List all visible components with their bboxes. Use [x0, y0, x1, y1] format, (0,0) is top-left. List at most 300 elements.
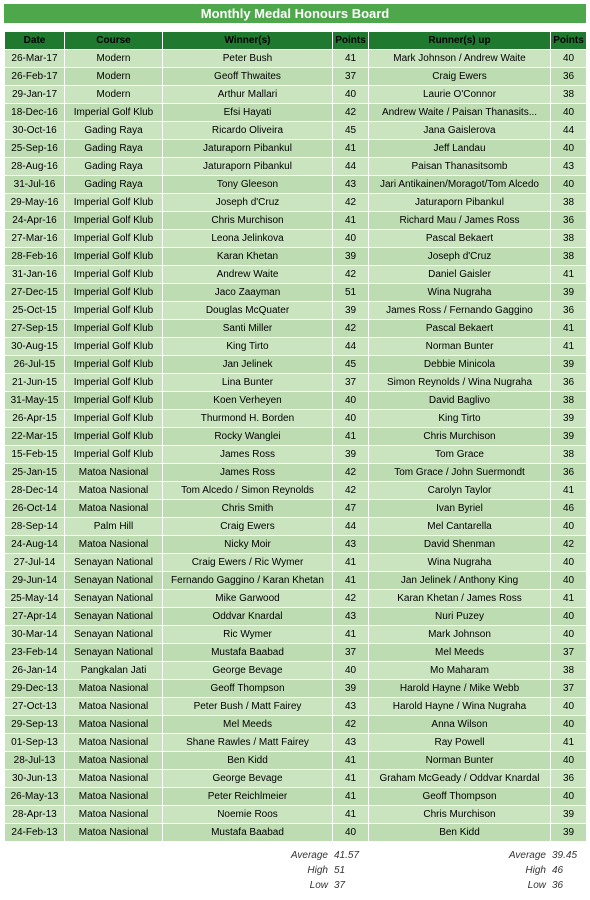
date-cell: 26-Jan-14 — [5, 662, 65, 680]
winner-points-cell: 40 — [333, 230, 369, 248]
course-cell: Matoa Nasional — [65, 698, 163, 716]
course-cell: Modern — [65, 50, 163, 68]
runner-up-points-cell: 40 — [551, 518, 587, 536]
runner-up-cell: Jan Jelinek / Anthony King — [369, 572, 551, 590]
winner-points-cell: 42 — [333, 104, 369, 122]
runner-up-points-cell: 36 — [551, 68, 587, 86]
table-row — [5, 626, 587, 644]
winner-points-cell: 40 — [333, 824, 369, 842]
date-cell: 15-Feb-15 — [5, 446, 65, 464]
winner-summary-value: 51 — [334, 865, 346, 876]
runner-up-points-cell: 41 — [551, 590, 587, 608]
date-cell: 30-Aug-15 — [5, 338, 65, 356]
course-cell: Imperial Golf Klub — [65, 446, 163, 464]
runner-summary-row — [488, 848, 590, 863]
winner-cell: Fernando Gaggino / Karan Khetan — [163, 572, 333, 590]
date-cell: 24-Aug-14 — [5, 536, 65, 554]
date-cell: 27-Apr-14 — [5, 608, 65, 626]
date-cell: 24-Feb-13 — [5, 824, 65, 842]
winner-cell: Peter Bush / Matt Fairey — [163, 698, 333, 716]
winner-cell: George Bevage — [163, 770, 333, 788]
winner-cell: George Bevage — [163, 662, 333, 680]
winner-points-cell: 39 — [333, 446, 369, 464]
runner-up-points-cell: 39 — [551, 428, 587, 446]
table-row — [5, 482, 587, 500]
date-cell: 29-May-16 — [5, 194, 65, 212]
winner-cell: Ricardo Oliveira — [163, 122, 333, 140]
runner-up-cell: Paisan Thanasitsomb — [369, 158, 551, 176]
table-row — [5, 572, 587, 590]
table-row — [5, 374, 587, 392]
winner-points-cell: 41 — [333, 428, 369, 446]
winner-points-cell: 44 — [333, 158, 369, 176]
runner-up-cell: Jari Antikainen/Moragot/Tom Alcedo — [369, 176, 551, 194]
table-row — [5, 194, 587, 212]
runner-up-points-cell: 40 — [551, 716, 587, 734]
runner-up-cell: King Tirto — [369, 410, 551, 428]
course-cell: Senayan National — [65, 644, 163, 662]
winner-cell: Jan Jelinek — [163, 356, 333, 374]
date-cell: 31-Jan-16 — [5, 266, 65, 284]
course-cell: Matoa Nasional — [65, 680, 163, 698]
course-cell: Matoa Nasional — [65, 734, 163, 752]
winner-cell: Koen Verheyen — [163, 392, 333, 410]
course-cell: Modern — [65, 86, 163, 104]
date-cell: 28-Feb-16 — [5, 248, 65, 266]
table-row — [5, 356, 587, 374]
date-cell: 27-Jul-14 — [5, 554, 65, 572]
winner-points-summary — [270, 848, 374, 893]
course-cell: Imperial Golf Klub — [65, 212, 163, 230]
winner-cell: Geoff Thwaites — [163, 68, 333, 86]
date-cell: 27-Oct-13 — [5, 698, 65, 716]
winner-points-cell: 42 — [333, 320, 369, 338]
runner-up-points-cell: 42 — [551, 536, 587, 554]
winner-cell: Joseph d'Cruz — [163, 194, 333, 212]
winner-cell: Tony Gleeson — [163, 176, 333, 194]
runner-up-cell: James Ross / Fernando Gaggino — [369, 302, 551, 320]
header-date: Date — [5, 32, 65, 50]
winner-points-cell: 41 — [333, 554, 369, 572]
winner-cell: James Ross — [163, 464, 333, 482]
date-cell: 27-Dec-15 — [5, 284, 65, 302]
winner-summary-label: Average — [290, 850, 328, 861]
header-winners: Winner(s) — [163, 32, 333, 50]
runner-up-cell: Geoff Thompson — [369, 788, 551, 806]
table-row — [5, 788, 587, 806]
runner-summary-value: 39.45 — [552, 850, 578, 861]
runner-up-points-cell: 41 — [551, 320, 587, 338]
table-row — [5, 104, 587, 122]
winner-points-cell: 51 — [333, 284, 369, 302]
runner-up-cell: Chris Murchison — [369, 428, 551, 446]
runner-up-cell: Tom Grace / John Suermondt — [369, 464, 551, 482]
winner-points-cell: 44 — [333, 518, 369, 536]
runner-summary-label: Average — [508, 850, 546, 861]
date-cell: 30-Jun-13 — [5, 770, 65, 788]
runner-up-points-cell: 38 — [551, 248, 587, 266]
runner-up-cell: Jeff Landau — [369, 140, 551, 158]
table-row — [5, 302, 587, 320]
table-row — [5, 518, 587, 536]
winner-points-cell: 42 — [333, 590, 369, 608]
runner-up-cell: Pascal Bekaert — [369, 230, 551, 248]
winner-points-cell: 40 — [333, 392, 369, 410]
table-body — [5, 50, 587, 842]
runner-up-points-cell: 36 — [551, 374, 587, 392]
course-cell: Matoa Nasional — [65, 824, 163, 842]
course-cell: Senayan National — [65, 554, 163, 572]
runner-up-cell: Graham McGeady / Oddvar Knardal — [369, 770, 551, 788]
course-cell: Imperial Golf Klub — [65, 194, 163, 212]
table-row — [5, 698, 587, 716]
runner-up-cell: Norman Bunter — [369, 338, 551, 356]
winner-cell: Shane Rawles / Matt Fairey — [163, 734, 333, 752]
runner-up-cell: Anna Wilson — [369, 716, 551, 734]
table-header — [5, 32, 587, 50]
course-cell: Imperial Golf Klub — [65, 410, 163, 428]
course-cell: Matoa Nasional — [65, 752, 163, 770]
table-row — [5, 554, 587, 572]
date-cell: 26-Mar-17 — [5, 50, 65, 68]
runner-up-cell: Mo Maharam — [369, 662, 551, 680]
table-row — [5, 806, 587, 824]
runner-up-cell: David Shenman — [369, 536, 551, 554]
table-row — [5, 176, 587, 194]
winner-points-cell: 42 — [333, 464, 369, 482]
table-row — [5, 158, 587, 176]
winner-points-cell: 40 — [333, 410, 369, 428]
board-title: Monthly Medal Honours Board — [4, 4, 586, 23]
winner-points-cell: 45 — [333, 122, 369, 140]
runner-up-cell: Pascal Bekaert — [369, 320, 551, 338]
date-cell: 26-Feb-17 — [5, 68, 65, 86]
runner-summary-row — [488, 878, 590, 893]
runner-up-points-cell: 36 — [551, 302, 587, 320]
date-cell: 26-May-13 — [5, 788, 65, 806]
course-cell: Senayan National — [65, 608, 163, 626]
runner-up-points-cell: 41 — [551, 338, 587, 356]
date-cell: 28-Apr-13 — [5, 806, 65, 824]
course-cell: Modern — [65, 68, 163, 86]
runner-up-points-cell: 36 — [551, 464, 587, 482]
runner-up-cell: Chris Murchison — [369, 806, 551, 824]
winner-cell: Ric Wymer — [163, 626, 333, 644]
course-cell: Matoa Nasional — [65, 482, 163, 500]
runner-up-points-cell: 41 — [551, 266, 587, 284]
course-cell: Matoa Nasional — [65, 716, 163, 734]
winner-summary-row — [270, 848, 374, 863]
course-cell: Palm Hill — [65, 518, 163, 536]
table-row — [5, 122, 587, 140]
date-cell: 25-Jan-15 — [5, 464, 65, 482]
honours-table — [4, 31, 587, 842]
table-row — [5, 140, 587, 158]
date-cell: 26-Jul-15 — [5, 356, 65, 374]
winner-cell: Jaturaporn Pibankul — [163, 140, 333, 158]
winner-points-cell: 42 — [333, 482, 369, 500]
runner-up-cell: Mel Meeds — [369, 644, 551, 662]
course-cell: Senayan National — [65, 626, 163, 644]
winner-points-cell: 41 — [333, 770, 369, 788]
winner-points-cell: 39 — [333, 680, 369, 698]
winner-cell: Noemie Roos — [163, 806, 333, 824]
course-cell: Imperial Golf Klub — [65, 104, 163, 122]
table-row — [5, 608, 587, 626]
course-cell: Matoa Nasional — [65, 788, 163, 806]
winner-cell: Jaco Zaayman — [163, 284, 333, 302]
winner-cell: Douglas McQuater — [163, 302, 333, 320]
winner-points-cell: 39 — [333, 248, 369, 266]
date-cell: 30-Oct-16 — [5, 122, 65, 140]
winner-points-cell: 43 — [333, 734, 369, 752]
runner-up-cell: Mark Johnson — [369, 626, 551, 644]
winner-points-cell: 37 — [333, 644, 369, 662]
date-cell: 22-Mar-15 — [5, 428, 65, 446]
runner-up-cell: Nuri Puzey — [369, 608, 551, 626]
course-cell: Senayan National — [65, 572, 163, 590]
winner-cell: James Ross — [163, 446, 333, 464]
table-row — [5, 68, 587, 86]
runner-up-points-cell: 44 — [551, 122, 587, 140]
runner-up-points-cell: 38 — [551, 392, 587, 410]
date-cell: 23-Feb-14 — [5, 644, 65, 662]
runner-up-cell: Debbie Minicola — [369, 356, 551, 374]
date-cell: 25-Sep-16 — [5, 140, 65, 158]
date-cell: 29-Jan-17 — [5, 86, 65, 104]
winner-points-cell: 41 — [333, 752, 369, 770]
runner-up-cell: Ivan Byriel — [369, 500, 551, 518]
date-cell: 28-Jul-13 — [5, 752, 65, 770]
table-row — [5, 392, 587, 410]
runner-up-cell: Laurie O'Connor — [369, 86, 551, 104]
winner-points-cell: 41 — [333, 50, 369, 68]
runner-up-cell: Simon Reynolds / Wina Nugraha — [369, 374, 551, 392]
winner-cell: Mike Garwood — [163, 590, 333, 608]
course-cell: Imperial Golf Klub — [65, 284, 163, 302]
winner-cell: Arthur Mallari — [163, 86, 333, 104]
runner-up-points-cell: 36 — [551, 212, 587, 230]
runner-summary-value: 46 — [552, 865, 564, 876]
runner-up-cell: Tom Grace — [369, 446, 551, 464]
course-cell: Imperial Golf Klub — [65, 320, 163, 338]
runner-points-summary — [488, 848, 590, 893]
table-row — [5, 500, 587, 518]
runner-summary-value: 36 — [552, 880, 564, 891]
runner-up-points-cell: 38 — [551, 194, 587, 212]
winner-cell: Mustafa Baabad — [163, 644, 333, 662]
runner-up-points-cell: 40 — [551, 572, 587, 590]
runner-up-cell: Jaturaporn Pibankul — [369, 194, 551, 212]
course-cell: Imperial Golf Klub — [65, 338, 163, 356]
table-row — [5, 464, 587, 482]
winner-cell: Leona Jelinkova — [163, 230, 333, 248]
winner-summary-row — [270, 878, 374, 893]
date-cell: 01-Sep-13 — [5, 734, 65, 752]
winner-summary-label: High — [307, 865, 328, 876]
runner-up-cell: Carolyn Taylor — [369, 482, 551, 500]
course-cell: Imperial Golf Klub — [65, 230, 163, 248]
runner-up-points-cell: 40 — [551, 752, 587, 770]
table-row — [5, 248, 587, 266]
winner-cell: Efsi Hayati — [163, 104, 333, 122]
winner-summary-row — [270, 863, 374, 878]
date-cell: 25-May-14 — [5, 590, 65, 608]
date-cell: 27-Mar-16 — [5, 230, 65, 248]
course-cell: Imperial Golf Klub — [65, 266, 163, 284]
winner-points-cell: 42 — [333, 716, 369, 734]
winner-points-cell: 41 — [333, 212, 369, 230]
winner-cell: Mel Meeds — [163, 716, 333, 734]
date-cell: 29-Sep-13 — [5, 716, 65, 734]
runner-up-points-cell: 43 — [551, 158, 587, 176]
date-cell: 26-Oct-14 — [5, 500, 65, 518]
winner-points-cell: 43 — [333, 608, 369, 626]
winner-points-cell: 41 — [333, 806, 369, 824]
winner-summary-value: 41.57 — [334, 850, 360, 861]
date-cell: 24-Apr-16 — [5, 212, 65, 230]
date-cell: 31-Jul-16 — [5, 176, 65, 194]
date-cell: 28-Aug-16 — [5, 158, 65, 176]
winner-cell: Craig Ewers / Ric Wymer — [163, 554, 333, 572]
runner-up-points-cell: 40 — [551, 176, 587, 194]
winner-points-cell: 45 — [333, 356, 369, 374]
runner-up-points-cell: 38 — [551, 86, 587, 104]
table-row — [5, 446, 587, 464]
winner-points-cell: 40 — [333, 662, 369, 680]
date-cell: 21-Jun-15 — [5, 374, 65, 392]
runner-up-cell: Jana Gaislerova — [369, 122, 551, 140]
winner-points-cell: 42 — [333, 266, 369, 284]
winner-summary-label: Low — [309, 880, 328, 891]
winner-cell: Chris Murchison — [163, 212, 333, 230]
runner-up-points-cell: 40 — [551, 140, 587, 158]
runner-up-cell: Richard Mau / James Ross — [369, 212, 551, 230]
winner-cell: Jaturaporn Pibankul — [163, 158, 333, 176]
winner-cell: Craig Ewers — [163, 518, 333, 536]
table-row — [5, 644, 587, 662]
winner-cell: Chris Smith — [163, 500, 333, 518]
date-cell: 31-May-15 — [5, 392, 65, 410]
winner-points-cell: 43 — [333, 176, 369, 194]
table-row — [5, 536, 587, 554]
winner-points-cell: 41 — [333, 788, 369, 806]
table-row — [5, 320, 587, 338]
runner-up-cell: Wina Nugraha — [369, 554, 551, 572]
runner-up-points-cell: 39 — [551, 806, 587, 824]
course-cell: Matoa Nasional — [65, 464, 163, 482]
table-row — [5, 266, 587, 284]
winner-cell: Ben Kidd — [163, 752, 333, 770]
runner-up-points-cell: 40 — [551, 608, 587, 626]
runner-up-cell: Harold Hayne / Mike Webb — [369, 680, 551, 698]
winner-points-cell: 42 — [333, 194, 369, 212]
runner-up-cell: Wina Nugraha — [369, 284, 551, 302]
winner-cell: Thurmond H. Borden — [163, 410, 333, 428]
course-cell: Matoa Nasional — [65, 806, 163, 824]
table-row — [5, 338, 587, 356]
table-row — [5, 284, 587, 302]
date-cell: 18-Dec-16 — [5, 104, 65, 122]
winner-points-cell: 39 — [333, 302, 369, 320]
winner-points-cell: 43 — [333, 536, 369, 554]
runner-summary-row — [488, 863, 590, 878]
runner-up-points-cell: 37 — [551, 644, 587, 662]
winner-cell: King Tirto — [163, 338, 333, 356]
date-cell: 30-Mar-14 — [5, 626, 65, 644]
course-cell: Gading Raya — [65, 140, 163, 158]
runner-up-points-cell: 41 — [551, 482, 587, 500]
date-cell: 28-Dec-14 — [5, 482, 65, 500]
header-winner-points: Points — [333, 32, 369, 50]
winner-cell: Tom Alcedo / Simon Reynolds — [163, 482, 333, 500]
runner-up-points-cell: 39 — [551, 824, 587, 842]
runner-up-cell: Harold Hayne / Wina Nugraha — [369, 698, 551, 716]
table-row — [5, 50, 587, 68]
runner-up-cell: Norman Bunter — [369, 752, 551, 770]
runner-up-cell: Joseph d'Cruz — [369, 248, 551, 266]
winner-cell: Andrew Waite — [163, 266, 333, 284]
winner-points-cell: 37 — [333, 374, 369, 392]
runner-up-cell: Mark Johnson / Andrew Waite — [369, 50, 551, 68]
runner-up-cell: Andrew Waite / Paisan Thanasits... — [369, 104, 551, 122]
header-course: Course — [65, 32, 163, 50]
course-cell: Imperial Golf Klub — [65, 374, 163, 392]
header-runners-up: Runner(s) up — [369, 32, 551, 50]
date-cell: 27-Sep-15 — [5, 320, 65, 338]
runner-up-cell: Craig Ewers — [369, 68, 551, 86]
runner-up-points-cell: 38 — [551, 230, 587, 248]
runner-up-points-cell: 40 — [551, 50, 587, 68]
table-row — [5, 230, 587, 248]
runner-up-cell: Daniel Gaisler — [369, 266, 551, 284]
runner-up-points-cell: 41 — [551, 734, 587, 752]
table-row — [5, 680, 587, 698]
runner-summary-label: Low — [527, 880, 546, 891]
winner-cell: Nicky Moir — [163, 536, 333, 554]
runner-up-cell: Karan Khetan / James Ross — [369, 590, 551, 608]
runner-up-points-cell: 40 — [551, 626, 587, 644]
course-cell: Imperial Golf Klub — [65, 302, 163, 320]
table-row — [5, 824, 587, 842]
date-cell: 29-Jun-14 — [5, 572, 65, 590]
course-cell: Gading Raya — [65, 122, 163, 140]
table-row — [5, 770, 587, 788]
date-cell: 26-Apr-15 — [5, 410, 65, 428]
runner-up-points-cell: 39 — [551, 284, 587, 302]
runner-up-points-cell: 40 — [551, 554, 587, 572]
runner-up-cell: Ray Powell — [369, 734, 551, 752]
course-cell: Matoa Nasional — [65, 500, 163, 518]
table-row — [5, 662, 587, 680]
runner-up-points-cell: 39 — [551, 356, 587, 374]
date-cell: 28-Sep-14 — [5, 518, 65, 536]
runner-up-points-cell: 38 — [551, 446, 587, 464]
course-cell: Imperial Golf Klub — [65, 428, 163, 446]
winner-points-cell: 41 — [333, 140, 369, 158]
course-cell: Gading Raya — [65, 176, 163, 194]
date-cell: 29-Dec-13 — [5, 680, 65, 698]
runner-up-cell: Mel Cantarella — [369, 518, 551, 536]
runner-up-cell: David Baglivo — [369, 392, 551, 410]
winner-cell: Oddvar Knardal — [163, 608, 333, 626]
course-cell: Matoa Nasional — [65, 536, 163, 554]
table-row — [5, 86, 587, 104]
winner-points-cell: 37 — [333, 68, 369, 86]
winner-cell: Peter Bush — [163, 50, 333, 68]
table-row — [5, 734, 587, 752]
runner-up-points-cell: 40 — [551, 698, 587, 716]
